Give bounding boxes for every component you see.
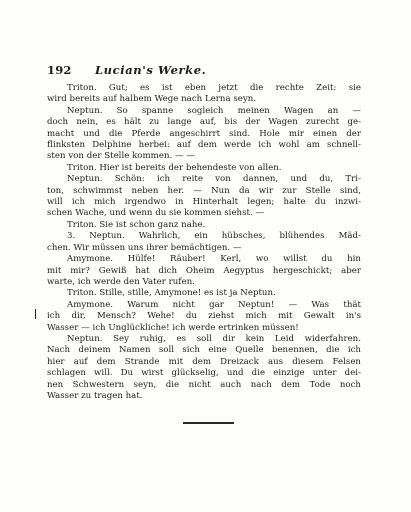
text-line: ton, schwimmst neben her. — Nun da wir zur Stelle sind, — [47, 185, 361, 196]
text-line: Nach deinem Namen soll sich eine Quelle benennen, die ich — [47, 345, 361, 356]
text-line: doch nein, es hält zu lange auf, bis der Wagen zurecht ge- — [47, 117, 361, 128]
text-line: ich dir, Mensch? Wehe! du ziehst mich mit Gewalt in's — [47, 311, 361, 322]
text-line: mit mir? Gewiß hat dich Oheim Aegyptus hergeschickt; aber — [47, 265, 361, 276]
text-line: chen. Wir müssen uns ihrer bemächtigen. — — [47, 242, 242, 253]
text-line: flinksten Delphine herbei: auf dem werde ich wohl am schnell- — [47, 140, 361, 151]
text-line: Amymone. Warum nicht gar Neptun! — Was thät — [67, 299, 361, 310]
text-line: Triton. Sie ist schon ganz nahe. — [67, 219, 206, 230]
text-line: wird bereits auf halbem Wege nach Lerna seyn. — [47, 94, 257, 105]
text-line: schen Wache, und wenn du sie kommen siehst. — — [47, 208, 265, 219]
text-line: 3. Neptun. Wahrlich, ein hübsches, blühendes Mäd- — [67, 231, 361, 242]
text-line: Wasser — ich Unglückliche! ich werde ertrinken müssen! — [47, 322, 299, 333]
text-line: schlagen will. Du wirst glückselig, und die einzige unter dei- — [47, 368, 361, 379]
text-line: Neptun. So spanne sogleich meinen Wagen an — — [67, 105, 361, 116]
text-line: Neptun. Sey ruhig, es soll dir kein Leid widerfahren. — [67, 333, 361, 344]
text-line: hier auf dem Strande mit dem Dreizack aus diesem Felsen — [47, 356, 361, 367]
text-line: Triton. Hier ist bereits der behendeste von allen. — [67, 162, 282, 173]
text-line: macht und die Pferde angeschirrt sind. Hole mir einen der — [47, 128, 361, 139]
text-line: warte, ich werde den Vater rufen. — [47, 276, 195, 287]
margin-mark — [33, 308, 39, 320]
text-line: sten von der Stelle kommen. — — — [47, 151, 195, 162]
text-line: Triton. Gut; es ist eben jetzt die rechte Zeit: sie — [67, 83, 361, 93]
page-header — [47, 63, 361, 81]
text-line: Wasser zu tragen hat. — [47, 390, 143, 401]
page-number: 192 — [47, 63, 72, 77]
running-title: Lucian's Werke. — [95, 63, 207, 77]
text-line: will ich mich irgendwo in Hinterhalt legen; halte du inzwi- — [47, 197, 361, 208]
text-line: Neptun. Schön: ich reite von dannen, und du, Tri- — [67, 174, 361, 185]
text-line: Triton. Stille, stille, Amymone! es ist ja Neptun. — [67, 288, 276, 299]
text-line: nen Schwestern seyn, die nicht auch nach dem Tode noch — [47, 379, 361, 390]
body-text — [47, 83, 361, 402]
end-rule — [183, 422, 234, 424]
text-line: Amymone. Hülfe! Räuber! Kerl, wo willst du hin — [67, 254, 361, 265]
